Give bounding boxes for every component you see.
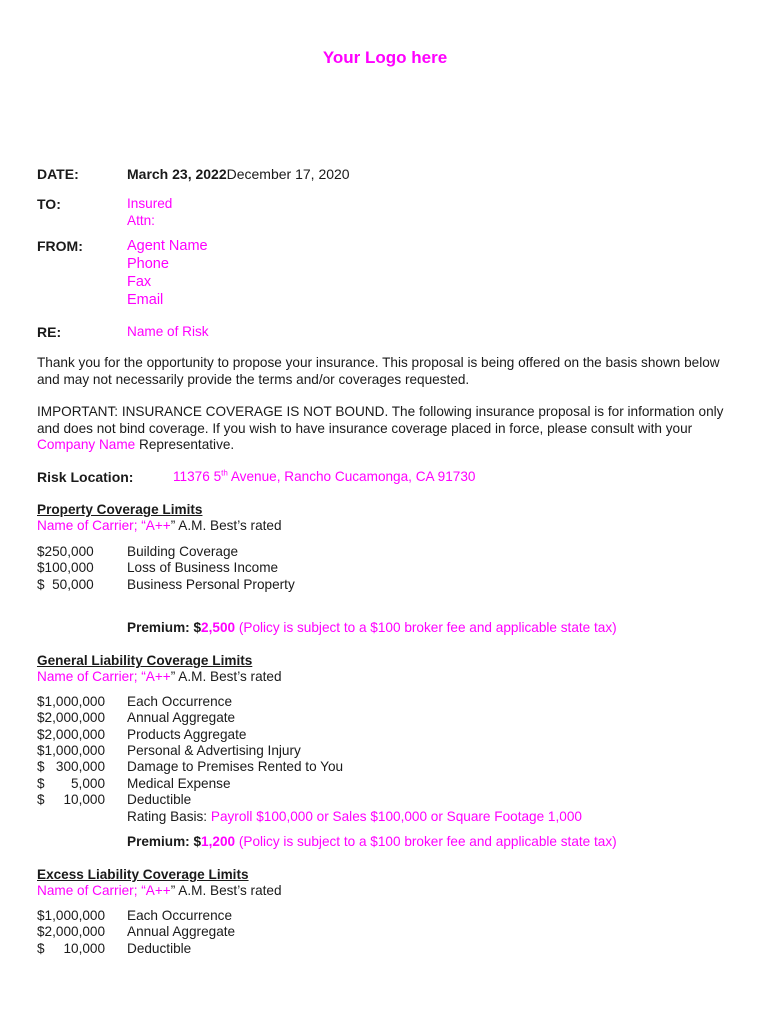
carrier-rating: A++ — [145, 883, 171, 898]
premium-label: Premium: $ — [127, 834, 202, 849]
date-value-bold: March 23, 2022 — [127, 166, 227, 182]
property-amount: $100,000 — [37, 560, 94, 575]
property-desc: Building Coverage — [127, 544, 239, 559]
risk-location-label: Risk Location: — [37, 469, 134, 485]
gl-amount: $ 300,000 — [37, 759, 106, 774]
logo-placeholder: Your Logo here — [322, 48, 448, 67]
important-paragraph — [37, 404, 737, 454]
gl-amount: $1,000,000 — [37, 743, 106, 758]
to-line-insured: Insured — [127, 196, 173, 211]
date-value-rest: December 17, 2020 — [226, 166, 350, 182]
premium-amount: 2,500 — [201, 620, 236, 635]
company-name: Company Name — [37, 437, 136, 452]
risk-location-address — [173, 469, 475, 484]
premium-note: (Policy is subject to a $100 broker fee and applicable state tax) — [235, 620, 617, 635]
property-amount: $ 50,000 — [37, 577, 94, 592]
gl-desc: Personal & Advertising Injury — [127, 743, 301, 758]
gl-carrier — [37, 669, 282, 684]
carrier-rated-text: ” A.M. Best’s rated — [170, 518, 282, 533]
gl-desc: Each Occurrence — [127, 694, 233, 709]
excess-amount: $2,000,000 — [37, 924, 106, 939]
gl-amount: $2,000,000 — [37, 727, 106, 742]
to-line-attn: Attn: — [127, 213, 155, 228]
gl-desc: Products Aggregate — [127, 727, 247, 742]
gl-desc: Deductible — [127, 792, 192, 807]
excess-desc: Each Occurrence — [127, 908, 233, 923]
carrier-name: Name of Carrier; “ — [37, 669, 146, 684]
to-label: TO: — [37, 196, 61, 212]
carrier-name: Name of Carrier; “ — [37, 883, 146, 898]
from-email: Email — [127, 292, 164, 308]
excess-carrier — [37, 883, 282, 898]
gl-premium — [127, 834, 617, 849]
gl-amount: $2,000,000 — [37, 710, 106, 725]
property-carrier — [37, 518, 282, 533]
carrier-rating: A++ — [145, 669, 171, 684]
property-desc: Loss of Business Income — [127, 560, 279, 575]
re-value: Name of Risk — [127, 324, 209, 339]
property-desc: Business Personal Property — [127, 577, 295, 592]
excess-desc: Annual Aggregate — [127, 924, 236, 939]
premium-amount: 1,200 — [201, 834, 236, 849]
carrier-name: Name of Carrier; “ — [37, 518, 146, 533]
from-label: FROM: — [37, 238, 83, 254]
date-value — [127, 166, 350, 182]
important-text: IMPORTANT: INSURANCE COVERAGE IS NOT BOUND. The following insurance proposal is for information only and does not bind coverage. If you wish to have insurance coverage placed in force, please consult with your — [37, 404, 724, 436]
excess-amount: $ 10,000 — [37, 941, 106, 956]
property-section-title: Property Coverage Limits — [37, 502, 203, 517]
carrier-rated-text: ” A.M. Best’s rated — [170, 883, 282, 898]
gl-desc: Damage to Premises Rented to You — [127, 759, 344, 774]
gl-amount: $1,000,000 — [37, 694, 106, 709]
from-phone: Phone — [127, 256, 169, 272]
gl-amount: $ 10,000 — [37, 792, 106, 807]
excess-desc: Deductible — [127, 941, 192, 956]
premium-note: (Policy is subject to a $100 broker fee and applicable state tax) — [235, 834, 617, 849]
gl-section-title: General Liability Coverage Limits — [37, 653, 253, 668]
address-ordinal: th — [221, 468, 228, 478]
carrier-rating: A++ — [145, 518, 171, 533]
property-premium — [127, 620, 617, 635]
intro-paragraph: Thank you for the opportunity to propose your insurance. This proposal is being offered on the basis shown below and may not necessarily provide the terms and/or coverages requested. — [37, 355, 720, 387]
re-label: RE: — [37, 324, 62, 340]
important-tail: Representative. — [135, 437, 235, 452]
from-fax: Fax — [127, 274, 152, 290]
property-amount: $250,000 — [37, 544, 94, 559]
premium-label: Premium: $ — [127, 620, 202, 635]
rating-basis-label: Rating Basis: — [127, 809, 211, 824]
excess-section-title: Excess Liability Coverage Limits — [37, 867, 249, 882]
gl-rating-basis — [127, 809, 582, 824]
date-label: DATE: — [37, 166, 79, 182]
gl-desc: Annual Aggregate — [127, 710, 236, 725]
gl-desc: Medical Expense — [127, 776, 231, 791]
excess-amount: $1,000,000 — [37, 908, 106, 923]
address-rest: Avenue, Rancho Cucamonga, CA 91730 — [227, 469, 476, 484]
from-agent-name: Agent Name — [127, 238, 208, 254]
gl-amount: $ 5,000 — [37, 776, 106, 791]
carrier-rated-text: ” A.M. Best’s rated — [170, 669, 282, 684]
address-number: 11376 5 — [173, 469, 222, 484]
rating-basis-value: Payroll $100,000 or Sales $100,000 or Square Footage 1,000 — [210, 809, 582, 824]
